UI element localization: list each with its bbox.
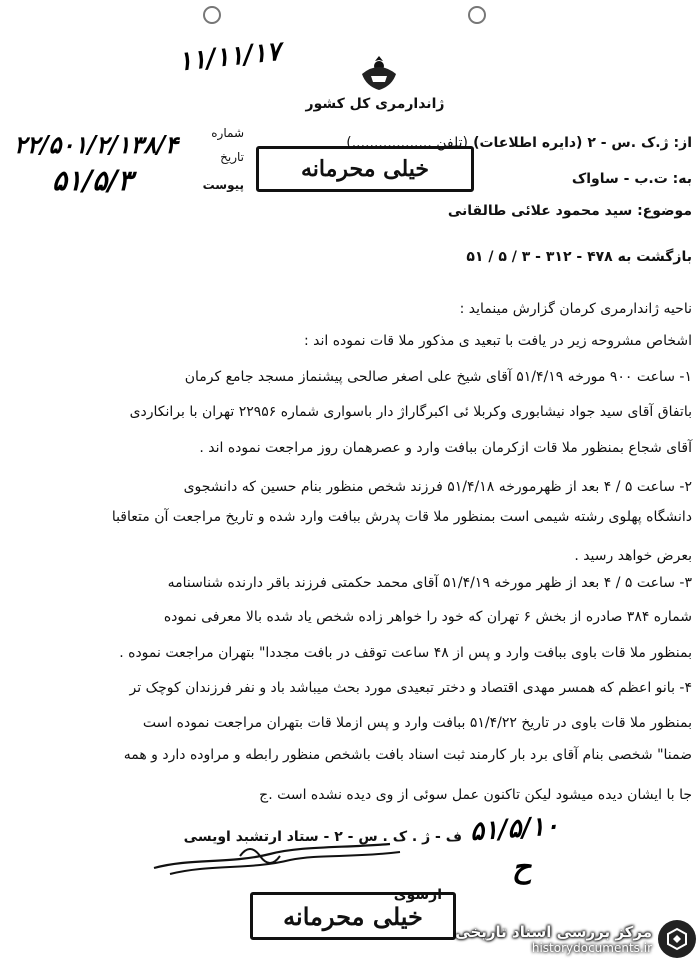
body-line: ضمنا" شخصی بنام آقای برد بار کارمند ثبت اسناد بافت باشخص منظور رابطه و مراوده دارد و همه [123, 747, 692, 763]
handwritten-signature-date: ۵۱/۵/۱۰ [469, 810, 560, 848]
body-line: باتفاق آقای سید جواد نیشابوری وکربلا ئی اکبرگاراژ دار باسواری شماره ۲۲۹۵۶ تهران با برانکاردی [129, 404, 692, 420]
handwritten-note: ح [512, 850, 532, 885]
footer-stamp-text: خیلی محرمانه [283, 901, 423, 931]
body-line: ۴- بانو اعظم که همسر مهدی اقتصاد و دختر تبعیدی مورد بحث میباشد باد و نفر فرزندان کوچک تر [129, 680, 692, 696]
body-line: ۲- ساعت ۵ / ۴ بعد از ظهرمورخه ۵۱/۴/۱۸ فرزند شخص منظور بنام حسین که دانشجوی [183, 479, 692, 495]
emblem [356, 52, 402, 94]
watermark-url: historydocuments.ir [531, 941, 652, 955]
watermark [430, 910, 696, 968]
subject-line: موضوع: سید محمود علائی طالقانی [447, 203, 692, 219]
body-line: ناحیه ژاندارمری کرمان گزارش مینماید : [459, 301, 692, 317]
handwritten-number: ۲۲/۵۰۱/۲/۱۳۸/۴ [14, 130, 178, 159]
reference-line: بازگشت به ۴۷۸ - ۳۱۲ - ۳ / ۵ / ۵۱ [466, 249, 692, 265]
body-line: دانشگاه پهلوی رشته شیمی است بمنظور ملا قات پدرش ببافت وارد شده و تاریخ مراجعت آن متعاقبا [111, 509, 692, 525]
body-line: ۳- ساعت ۵ / ۴ بعد از ظهر مورخه ۵۱/۴/۱۹ آقای محمد حکمتی فرزند باقر دارنده شناسنامه [167, 575, 692, 591]
body-line: بعرض خواهد رسید . [574, 548, 692, 564]
body-line: جا با ایشان دیده میشود لیکن تاکنون عمل سوئی از وی دیده نشده است .ج [259, 787, 692, 803]
footer-classification-stamp [250, 892, 456, 940]
body-line: اشخاص مشروحه زیر در یافت با تبعید ی مذکور ملا قات نموده اند : [303, 333, 692, 349]
watermark-logo-icon [658, 920, 696, 958]
watermark-title: مرکز بررسی اسناد تاریخی [455, 923, 652, 941]
body-line: بمنظور ملا قات باوی ببافت وارد و پس از ۴۸ ساعت توقف در بافت مجددا" بتهران مراجعت نموده . [119, 645, 692, 661]
to-line: به: ت.ب - ساواک [571, 171, 692, 187]
signature-unit-line: ف - ژ . ک . س - ۲ - ستاد ارتشبد اویسی [183, 829, 462, 845]
handwritten-date: ۵۱/۵/۳ [52, 164, 133, 197]
punch-mark [468, 6, 486, 24]
body-line: آقای شجاع بمنظور ملا قات ازکرمان ببافت وارد و عصرهمان روز مراجعت نموده اند . [199, 440, 692, 456]
watermark-text [455, 923, 652, 955]
corner-handwritten-mark: ۱۱/۱۱/۱۷ [176, 36, 283, 78]
body-line: بمنظور ملا قات باوی در تاریخ ۵۱/۴/۲۲ ببافت وارد و پس ازملا قات بتهران مراجعت نموده است [142, 715, 692, 731]
number-label: شماره [211, 126, 244, 140]
signature-scribble [150, 834, 410, 884]
from-label: ازسوی [393, 887, 442, 903]
phone-label: (تلفن ..................) [346, 135, 468, 151]
stamp-text: خیلی محرمانه [300, 156, 430, 182]
body-line: شماره ۳۸۴ صادره از بخش ۶ تهران که خود را خواهر زاده شخص یاد شده بالا معرفی نموده [163, 609, 692, 625]
attachment-label: پیوست [202, 178, 244, 192]
date-label: تاریخ [220, 150, 244, 164]
punch-mark [203, 6, 221, 24]
organization-name: ژاندارمری کل کشور [305, 96, 445, 112]
from-line: از: ژ.ک .س - ۲ (دایره اطلاعات) [473, 135, 692, 151]
body-line: ۱- ساعت ۹۰۰ مورخه ۵۱/۴/۱۹ آقای شیخ علی اصغر صالحی پیشنماز مسجد جامع کرمان [184, 369, 692, 385]
